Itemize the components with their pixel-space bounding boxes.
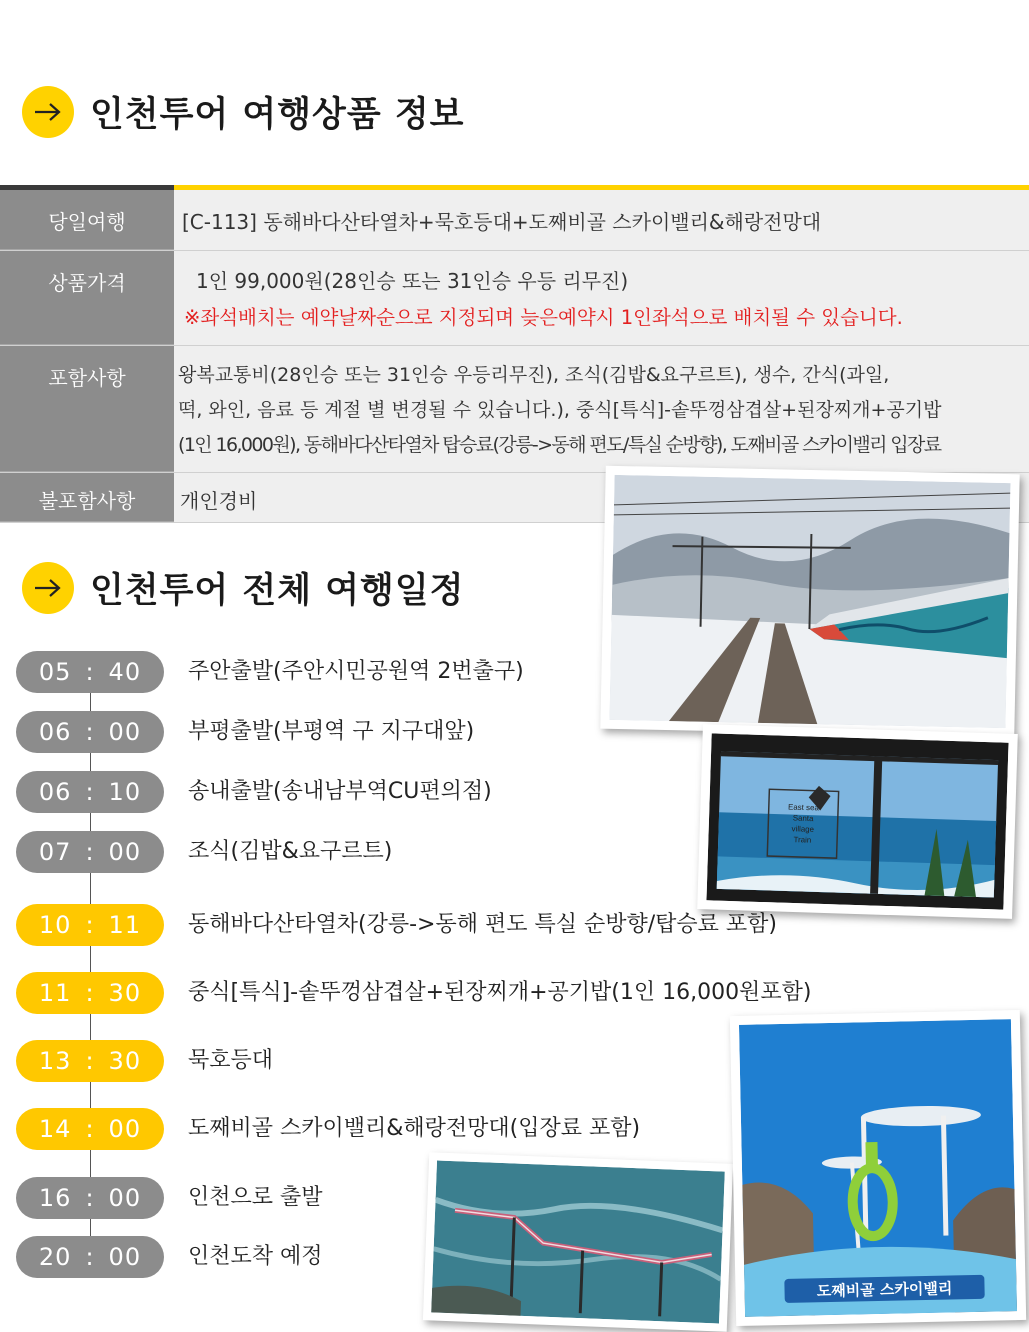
time-pill: 13 : 30: [16, 1040, 164, 1082]
schedule-item: 조식(김밥&요구르트): [188, 839, 393, 864]
section-title: 인천투어 여행상품 정보: [90, 95, 465, 135]
arrow-right-icon: [22, 562, 74, 614]
table-row: [0, 190, 1029, 251]
time-pill: 10 : 11: [16, 904, 164, 946]
row-value: [174, 346, 1029, 472]
section-heading-info: [22, 86, 464, 138]
time-pill: 16 : 00: [16, 1177, 164, 1219]
arrow-right-icon: [22, 86, 74, 138]
time-pill: 20 : 00: [16, 1236, 164, 1278]
time-pill: 14 : 00: [16, 1108, 164, 1150]
row-key: 포함사항: [0, 346, 174, 472]
sky-valley-sign: 도째비골 스카이밸리: [816, 1279, 953, 1301]
photo-santa-train: [600, 466, 1019, 738]
window-sign-line: East sea: [787, 802, 819, 813]
schedule-item: 주안출발(주안시민공원역 2번출구): [188, 659, 524, 684]
row-value: 개인경비: [174, 473, 1029, 522]
time-pill: 11 : 30: [16, 972, 164, 1014]
includes-line: 왕복교통비(28인승 또는 31인승 우등리무진), 조식(김밥&요구르트), 생수, 간식(과일,: [178, 364, 890, 386]
row-value: [174, 251, 1029, 345]
includes-line: (1인 16,000원), 동해바다산타열차 탑승료(강릉->동해 편도/특실 순방향), 도째비골 스카이밸리 입장료: [178, 434, 941, 456]
schedule-item: 부평출발(부평역 구 지구대앞): [188, 719, 475, 744]
window-sign-line: village: [791, 824, 815, 834]
seat-notice: ※좌석배치는 예약날짜순으로 지정되며 늦은예약시 1인좌석으로 배치될 수 있습니다.: [184, 306, 903, 329]
schedule-item: 중식[특식]-솥뚜껑삼겹살+된장찌개+공기밥(1인 16,000원포함): [188, 980, 812, 1005]
row-key: 당일여행: [0, 190, 174, 250]
time-pill: 06 : 10: [16, 771, 164, 813]
schedule-item: 동해바다산타열차(강릉->동해 편도 특실 순방향/탑승료 포함): [188, 912, 777, 937]
table-row: [0, 346, 1029, 473]
time-pill: 05 : 40: [16, 651, 164, 693]
time-pill: 07 : 00: [16, 831, 164, 873]
price-text: 1인 99,000원(28인승 또는 31인승 우등 리무진): [196, 269, 629, 293]
section-title: 인천투어 전체 여행일정: [90, 571, 465, 611]
schedule-item: 인천도착 예정: [188, 1244, 323, 1269]
schedule-item: 송내출발(송내남부역CU편의점): [188, 779, 492, 804]
window-sign-line: Santa: [792, 813, 814, 824]
timeline-line: [90, 672, 91, 1257]
time-pill: 06 : 00: [16, 711, 164, 753]
row-key: 불포함사항: [0, 473, 174, 522]
section-heading-schedule: [22, 562, 464, 614]
schedule-item: 도째비골 스카이밸리&해랑전망대(입장료 포함): [188, 1116, 641, 1141]
photo-sea-bridge: [423, 1152, 733, 1332]
row-value: [C-113] 동해바다산타열차+묵호등대+도째비골 스카이밸리&해랑전망대: [174, 190, 1029, 250]
window-sign-line: Train: [793, 835, 812, 845]
includes-line: 떡, 와인, 음료 등 계절 별 변경될 수 있습니다.), 중식[특식]-솥뚜껑삼겹살+된장찌개+공기밥: [178, 399, 942, 421]
row-key: 상품가격: [0, 251, 174, 345]
schedule-item: 인천으로 출발: [188, 1185, 323, 1210]
schedule-item: 묵호등대: [188, 1048, 274, 1073]
photo-sky-valley: [730, 1010, 1026, 1326]
table-row: [0, 251, 1029, 346]
photo-train-window: [697, 724, 1018, 919]
